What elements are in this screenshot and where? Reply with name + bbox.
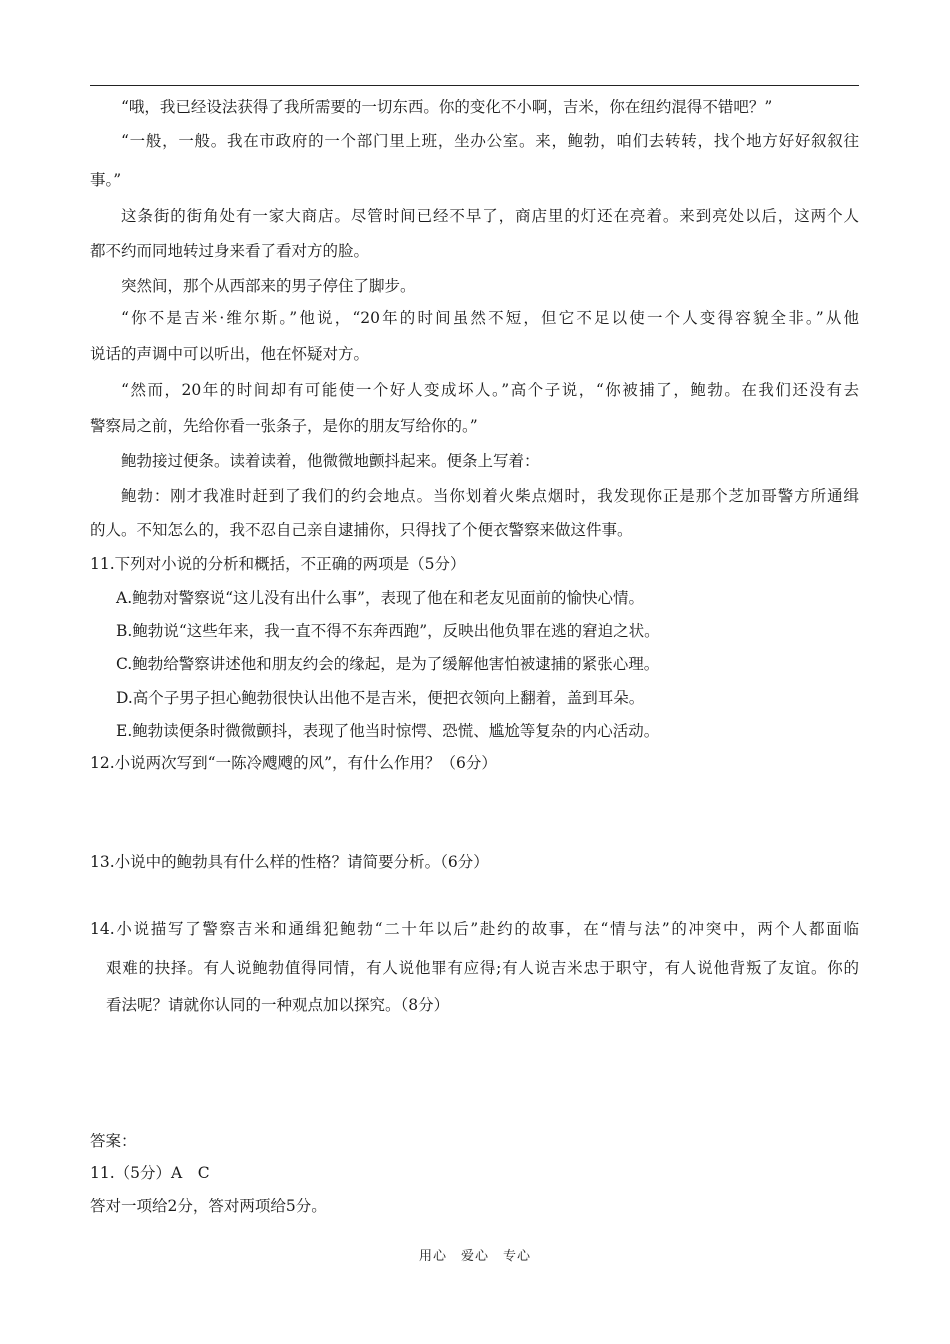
question-11-option-c: C.鲍勃给警察讲述他和朋友约会的缘起，是为了缓解他害怕被逮捕的紧张心理。 [116, 655, 660, 673]
story-paragraph-3-line-1: 这条街的街角处有一家大商店。尽管时间已经不早了，商店里的灯还在亮着。来到亮处以后，这两个人 [121, 207, 859, 225]
story-paragraph-4: 突然间，那个从西部来的男子停住了脚步。 [121, 277, 416, 295]
question-13: 13.小说中的鲍勃具有什么样的性格？请简要分析。（6分） [90, 853, 489, 871]
story-note-line-2: 的人。不知怎么的，我不忍自己亲自逮捕你，只得找了个便衣警察来做这件事。 [90, 521, 633, 539]
answer-11: 11.（5分）A C [90, 1164, 210, 1182]
story-paragraph-7: 鲍勃接过便条。读着读着，他微微地颤抖起来。便条上写着： [121, 452, 540, 470]
question-14-line-3: 看法呢？请就你认同的一种观点加以探究。（8分） [106, 996, 450, 1014]
question-11-option-b: B.鲍勃说“这些年来，我一直不得不东奔西跑”，反映出他负罪在逃的窘迫之状。 [116, 622, 660, 640]
story-paragraph-5-line-2: 说话的声调中可以听出，他在怀疑对方。 [90, 345, 370, 363]
answers-heading: 答案： [90, 1132, 137, 1150]
story-paragraph-1: “哦，我已经设法获得了我所需要的一切东西。你的变化不小啊，吉米，你在纽约混得不错吧？” [121, 98, 773, 116]
page-footer: 用心 爱心 专心 [418, 1249, 531, 1264]
question-11-option-a: A.鲍勃对警察说“这儿没有出什么事”，表现了他在和老友见面前的愉快心情。 [116, 589, 644, 607]
story-paragraph-6-line-2: 警察局之前，先给你看一张条子，是你的朋友写给你的。” [90, 417, 478, 435]
question-12: 12.小说两次写到“一陈冷飕飕的风”，有什么作用？（6分） [90, 754, 497, 772]
question-11-option-e: E.鲍勃读便条时微微颤抖，表现了他当时惊愕、恐慌、尴尬等复杂的内心活动。 [116, 722, 660, 740]
story-paragraph-2-line-2: 事。” [90, 171, 122, 189]
story-note-line-1: 鲍勃：刚才我准时赶到了我们的约会地点。当你划着火柴点烟时，我发现你正是那个芝加哥警方所通缉 [121, 487, 859, 505]
answer-11-note: 答对一项给2分，答对两项给5分。 [90, 1197, 327, 1215]
question-14-line-2: 艰难的抉择。有人说鲍勃值得同情，有人说他罪有应得;有人说吉米忠于职守，有人说他背叛了友谊。你的 [106, 959, 859, 977]
question-11-stem: 11.下列对小说的分析和概括，不正确的两项是（5分） [90, 555, 466, 573]
story-paragraph-2-line-1: “一般，一般。我在市政府的一个部门里上班，坐办公室。来，鲍勃，咱们去转转，找个地方好好叙叙往 [121, 132, 859, 150]
story-paragraph-5-line-1: “你不是吉米·维尔斯。”他说，“20年的时间虽然不短，但它不足以使一个人变得容貌全非。”从他 [121, 309, 859, 327]
story-paragraph-6-line-1: “然而，20年的时间却有可能使一个好人变成坏人。”高个子说，“你被捕了，鲍勃。在我们还没有去 [121, 381, 859, 399]
question-11-option-d: D.高个子男子担心鲍勃很快认出他不是吉米，便把衣领向上翻着，盖到耳朵。 [116, 689, 645, 707]
story-paragraph-3-line-2: 都不约而同地转过身来看了看对方的脸。 [90, 242, 370, 260]
question-14-line-1: 14.小说描写了警察吉米和通缉犯鲍勃“二十年以后”赴约的故事，在“情与法”的冲突中，两个人都面临 [90, 920, 859, 938]
header-rule [90, 85, 859, 86]
